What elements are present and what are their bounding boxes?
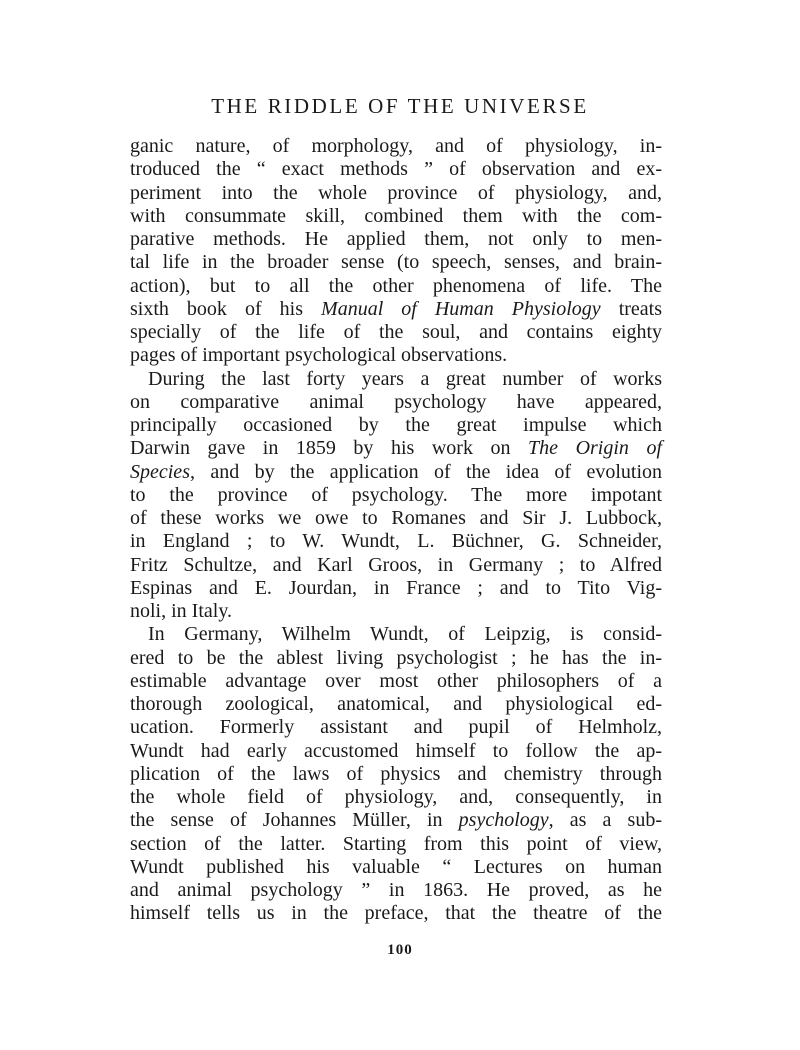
text-line	[130, 740, 662, 763]
text-line	[130, 600, 662, 623]
text-run: ered to be the ablest living psychologist ; he has the in-	[130, 646, 662, 669]
text-run: periment into the whole province of physiology, and,	[130, 181, 662, 204]
text-run: Wundt published his valuable “ Lectures on human	[130, 855, 662, 878]
text-line	[130, 321, 662, 344]
text-line	[130, 554, 662, 577]
text-run: and animal psychology ” in 1863. He proved, as he	[130, 879, 662, 901]
text-line	[130, 763, 662, 786]
text-line	[130, 623, 662, 646]
text-run: ucation. Formerly assistant and pupil of Helmholz,	[130, 716, 662, 739]
text-line	[130, 275, 662, 298]
page-number: 100	[387, 942, 413, 958]
text-line	[130, 414, 662, 437]
italic-title: The Origin of	[528, 437, 662, 460]
body-text	[130, 135, 662, 926]
italic-title: Species	[130, 460, 190, 483]
text-run: plication of the laws of physics and chemistry through	[130, 762, 662, 785]
text-line	[130, 716, 662, 739]
text-line	[130, 693, 662, 716]
text-line	[130, 205, 662, 228]
text-line	[130, 251, 662, 274]
text-run: on comparative animal psychology have appeared,	[130, 390, 662, 413]
text-run: principally occasioned by the great impulse which	[130, 414, 662, 436]
text-run: Darwin gave in 1859 by his work on	[130, 437, 529, 460]
italic-title: psychology	[458, 809, 549, 832]
text-line	[130, 833, 662, 856]
text-line	[130, 507, 662, 530]
text-run: Wundt had early accustomed himself to follow the ap-	[130, 739, 662, 762]
text-line	[130, 461, 662, 484]
text-line	[130, 182, 662, 205]
text-run: , and by the application of the idea of evolution	[189, 460, 662, 483]
text-line	[130, 577, 662, 600]
text-line	[130, 158, 662, 181]
italic-title: Manual of Human Physiology	[321, 297, 601, 320]
text-line	[130, 786, 662, 809]
text-run: estimable advantage over most other philosophers of a	[130, 669, 662, 692]
text-line	[130, 368, 662, 391]
text-run: Espinas and E. Jourdan, in France ; and to Tito Vig-	[130, 576, 662, 599]
text-line	[130, 879, 662, 902]
running-head: THE RIDDLE OF THE UNIVERSE	[211, 94, 589, 118]
text-run: of these works we owe to Romanes and Sir J. Lubbock,	[130, 507, 662, 529]
text-line	[130, 856, 662, 879]
text-run: to the province of psychology. The more impotant	[130, 483, 662, 506]
text-run: troduced the “ exact methods ” of observation and ex-	[130, 158, 662, 181]
text-run: pages of important psychological observations.	[130, 344, 508, 367]
text-line	[130, 391, 662, 414]
text-line	[130, 530, 662, 553]
text-line	[130, 344, 662, 367]
text-line	[130, 135, 662, 158]
text-line	[130, 228, 662, 251]
text-run: thorough zoological, anatomical, and physiological ed-	[130, 693, 662, 715]
text-run: tal life in the broader sense (to speech, senses, and brain-	[130, 251, 662, 274]
text-run: specially of the life of the soul, and contains eighty	[130, 321, 662, 343]
text-run: himself tells us in the preface, that the theatre of the	[130, 902, 662, 925]
text-line	[130, 809, 662, 832]
text-run: sixth book of his	[130, 297, 322, 320]
text-run: section of the latter. Starting from this point of view,	[130, 832, 662, 855]
text-line	[130, 670, 662, 693]
text-run: ganic nature, of morphology, and of physiology, in-	[130, 135, 662, 157]
text-run: During the last forty years a great number of works	[148, 367, 662, 390]
text-run: parative methods. He applied them, not only to men-	[130, 228, 662, 250]
text-run: with consummate skill, combined them with the com-	[130, 204, 662, 227]
text-line	[130, 902, 662, 925]
text-line	[130, 437, 662, 460]
text-run: , as a sub-	[548, 809, 662, 832]
text-run: the whole field of physiology, and, consequently, in	[130, 786, 662, 808]
text-line	[130, 484, 662, 507]
text-run: treats	[600, 297, 662, 320]
text-line	[130, 647, 662, 670]
text-run: in England ; to W. Wundt, L. Büchner, G. Schneider,	[130, 530, 662, 553]
text-run: noli, in Italy.	[130, 600, 233, 622]
text-run: the sense of Johannes Müller, in	[130, 809, 459, 832]
text-run: Fritz Schultze, and Karl Groos, in Germany ; to Alfred	[130, 553, 662, 576]
text-run: action), but to all the other phenomena of life. The	[130, 274, 662, 297]
text-line	[130, 298, 662, 321]
text-run: In Germany, Wilhelm Wundt, of Leipzig, is consid-	[148, 623, 662, 646]
